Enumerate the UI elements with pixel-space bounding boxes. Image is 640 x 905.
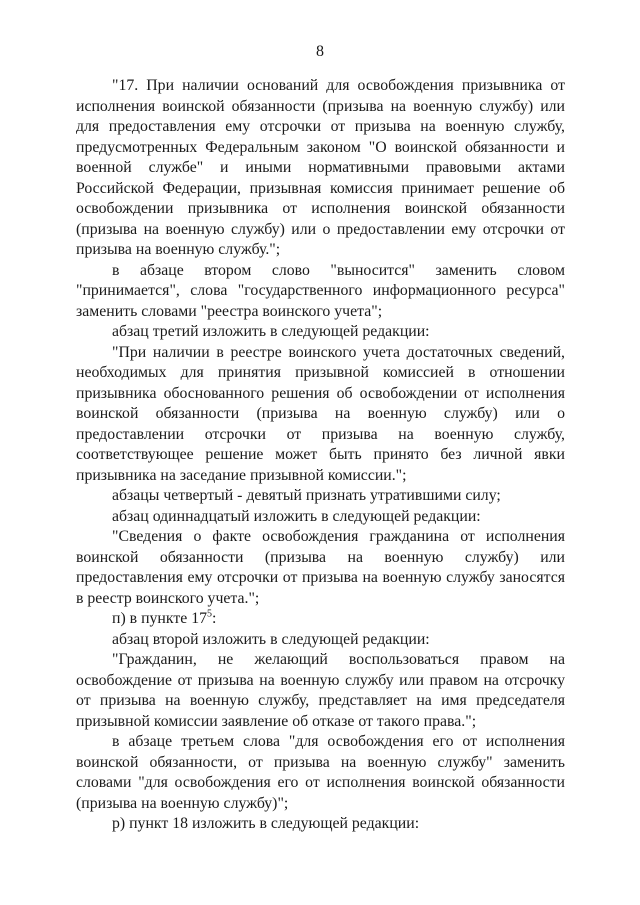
item-p-suffix: :: [212, 610, 217, 627]
paragraph-third-abzac-text: "При наличии в реестре воинского учета достаточных сведений, необходимых для принятия призывной комиссией в отношении призывника обоснованного решения об освобождении от исполнения воинской обязанности (призыва на военную службу) или о предоставлении отсрочки от призыва на военную службу, соответствующее решение может быть принято без личной явки призывника на заседание призывной комиссии.";: [76, 343, 565, 484]
paragraph-abzacy-4-9: абзацы четвертый - девятый признать утратившими силу;: [112, 487, 501, 504]
page-number: 8: [316, 43, 324, 60]
item-r-heading: р) пункт 18 изложить в следующей редакции:: [112, 815, 420, 832]
paragraph-17-text: "17. При наличии оснований для освобождения призывника от исполнения воинской обязанности (призыва на военную службу) или для предоставления ему отсрочки от призыва на военную службу, предусмотренных Федеральным законом "О воинской обязанности и военной службе" и иными нормативными правовыми актами Российской Федерации, призывная комиссия принимает решение об освобождении призывника от исполнения воинской обязанности (призыва на военную службу) или о предоставлении ему отсрочки от призыва на военную службу.";: [76, 77, 565, 258]
paragraph-second-abzac: в абзаце втором слово "выносится" заменить словом "принимается", слова "государственного информационного ресурса" заменить словами "реестра воинского учета";: [76, 261, 565, 320]
paragraph-eleventh-abzac-intro: абзац одиннадцатый изложить в следующей редакции:: [112, 507, 481, 525]
item-p-heading: [76, 609, 565, 630]
paragraph-eleventh-abzac-text: "Сведения о факте освобождения гражданина от исполнения воинской обязанности (призыва на военную службу) или предоставления ему отсрочки от призыва на военную службу заносятся в реестр воинского учета.";: [76, 528, 565, 607]
item-p-superscript: 5: [207, 608, 213, 620]
paragraph-second-abzac-intro: абзац второй изложить в следующей редакции:: [112, 630, 430, 648]
paragraph-third-abzac-replace: в абзаце третьем слова "для освобождения его от исполнения воинской обязанности, от призыва на военную службу" заменить словами "для освобождения его от исполнения воинской обязанности (призыва на военную службу)";: [76, 733, 565, 812]
paragraph-third-abzac-intro: абзац третий изложить в следующей редакции:: [112, 323, 430, 340]
item-p-text: п) в пункте 17: [112, 610, 208, 627]
paragraph-second-abzac-text: "Гражданин, не желающий воспользоваться правом на освобождение от призыва на военную службу или правом на отсрочку от призыва на военную службу, представляет на имя председателя призывной комиссии заявление об отказе от такого права.";: [76, 651, 565, 730]
document-body: [76, 76, 565, 835]
